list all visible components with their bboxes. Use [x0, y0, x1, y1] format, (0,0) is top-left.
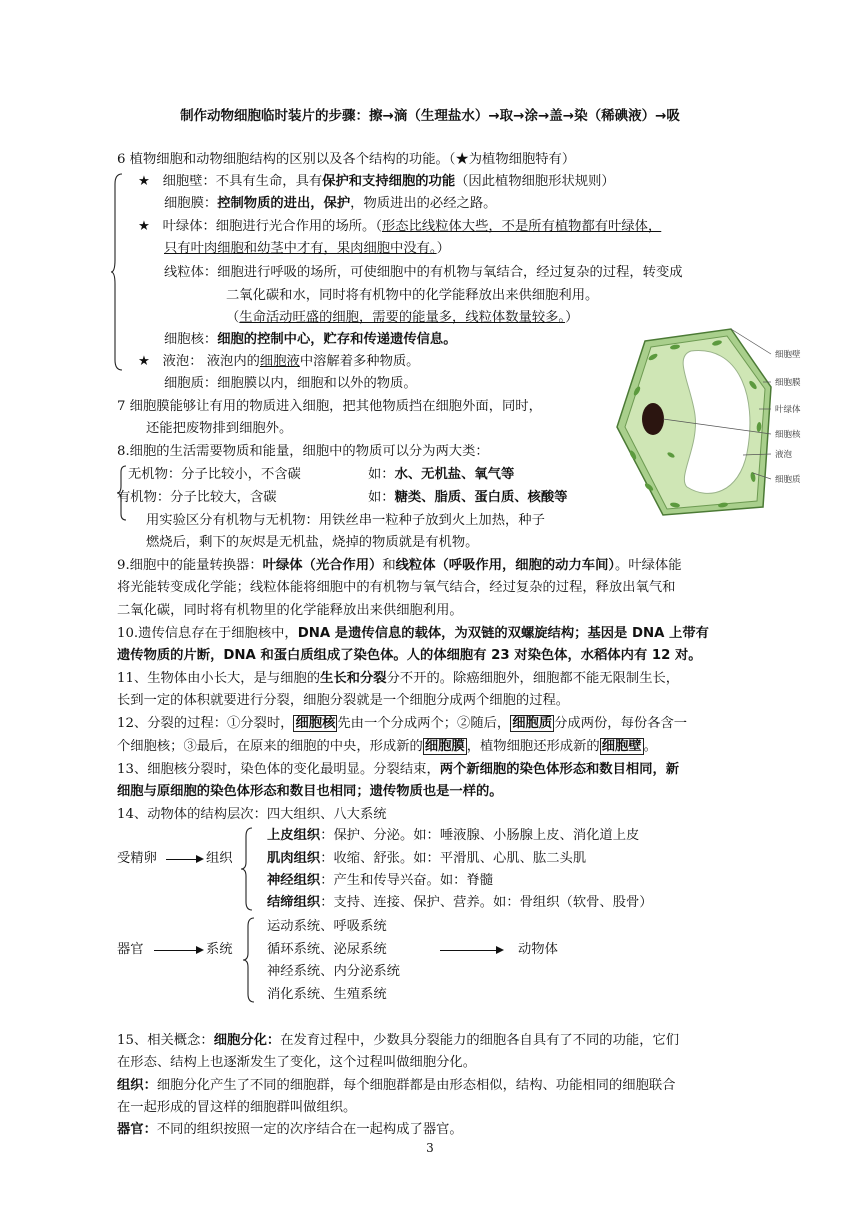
animal-body-label: 动物体 — [518, 942, 558, 957]
page-title: 制作动物细胞临时装片的步骤：擦→滴（生理盐水）→取→涂→盖→染（稀碘液）→吸 — [180, 108, 680, 124]
figure-label-vacuole: 液泡 — [775, 450, 793, 460]
cell-wall-line: ★ 细胞壁：不具有生命，具有保护和支持细胞的功能（因此植物细胞形状规则） — [138, 174, 615, 189]
plant-cell-diagram — [613, 327, 858, 517]
system-group-2: 循环系统、泌尿系统 — [267, 942, 387, 957]
mitochondria-line: 线粒体：细胞进行呼吸的场所，可使细胞中的有机物与氧结合，经过复杂的过程，转变成 — [164, 265, 683, 280]
experiment-line-1: 用实验区分有机物与无机物：用铁丝串一粒种子放到火上加热，种子 — [146, 513, 545, 528]
organic-line: 有机物：分子比较大，含碳 — [117, 490, 277, 505]
figure-label-chloroplast: 叶绿体 — [775, 405, 801, 415]
q14-heading: 14、动物体的结构层次：四大组织、八大系统 — [117, 807, 387, 822]
mitochondria-line-3: （生命活动旺盛的细胞，需要的能量多，线粒体数量较多。） — [226, 310, 579, 325]
q7-line-2: 还能把废物排到细胞外。 — [146, 421, 293, 436]
q6-heading: 6 植物细胞和动物细胞结构的区别以及各个结构的功能。（★为植物细胞特有） — [117, 152, 576, 167]
q7-line-1: 7 细胞膜能够让有用的物质进入细胞，把其他物质挡在细胞外面，同时， — [117, 399, 542, 414]
tissue-definition-line-2: 在一起形成的冒这样的细胞群叫做组织。 — [117, 1100, 357, 1115]
connective-tissue-line: 结缔组织：支持、连接、保护、营养。如：骨组织（软骨、股骨） — [267, 895, 653, 910]
q10-line-1: 10.遗传信息存在于细胞核中，DNA 是遗传信息的载体，为双链的双螺旋结构；基因是 DNA 上带有 — [117, 626, 709, 641]
experiment-line-2: 燃烧后，剩下的灰烬是无机盐，烧掉的物质就是有机物。 — [146, 535, 479, 550]
q12-line-1: 12、分裂的过程：①分裂时， 细胞核 先由一个分成两个；②随后， 细胞质 分成两份，每份各含一 — [117, 716, 688, 731]
q9-line-2: 将光能转变成化学能；线粒体能将细胞中的有机物与氧气结合，经过复杂的过程，释放出氧气和 — [117, 580, 676, 595]
system-label: 系统 — [206, 942, 233, 957]
q9-line-3: 二氧化碳，同时将有机物里的化学能释放出来供细胞利用。 — [117, 603, 463, 618]
nucleus-shape — [642, 403, 664, 435]
arrow-to-tissue — [166, 859, 202, 860]
q11-line-1: 11、生物体由小长大，是与细胞的生长和分裂分不开的。除癌细胞外，细胞都不能无限制生长， — [117, 671, 680, 686]
q9-line-1: 9.细胞中的能量转换器：叶绿体（光合作用）和线粒体（呼吸作用，细胞的动力车间）。叶绿体能 — [117, 558, 682, 573]
page-number: 3 — [426, 1141, 434, 1155]
q15-line-1: 15、相关概念：细胞分化：在发育过程中，少数具分裂能力的细胞各自具有了不同的功能，它们 — [117, 1033, 680, 1048]
figure-label-cytoplasm: 细胞质 — [775, 475, 801, 485]
muscle-tissue-line: 肌肉组织：收缩、舒张。如：平滑肌、心肌、肱二头肌 — [267, 851, 587, 866]
chloroplast-line: ★ 叶绿体：细胞进行光合作用的场所。（形态比线粒体大些，不是所有植物都有叶绿体， — [138, 219, 662, 234]
nucleus-line: 细胞核：细胞的控制中心，贮存和传递遗传信息。 — [164, 332, 457, 347]
arrow-to-animal — [440, 950, 502, 951]
tissue-definition-line-1: 组织：细胞分化产生了不同的细胞群，每个细胞群都是由形态相似，结构、功能相同的细胞联合 — [117, 1078, 676, 1093]
inorganic-line: 无机物：分子比较小，不含碳 — [128, 467, 301, 482]
star-icon: ★ — [138, 219, 150, 234]
star-icon: ★ — [138, 354, 150, 369]
chloroplast-line-2: 只有叶肉细胞和幼茎中才有，果肉细胞中没有。） — [164, 241, 450, 256]
system-group-1: 运动系统、呼吸系统 — [267, 919, 387, 934]
star-icon: ★ — [138, 174, 150, 189]
inorganic-examples: 如：水、无机盐、氧气等 — [368, 467, 515, 482]
organ-label: 器官 — [117, 942, 144, 957]
system-brace — [243, 916, 255, 1004]
organic-examples: 如：糖类、脂质、蛋白质、核酸等 — [368, 490, 568, 505]
epithelial-tissue-line: 上皮组织：保护、分泌。如：唾液腺、小肠腺上皮、消化道上皮 — [267, 828, 640, 843]
figure-label-cell-wall: 细胞壁 — [775, 350, 801, 360]
figure-label-cell-membrane: 细胞膜 — [775, 378, 801, 388]
q13-line-1: 13、细胞核分裂时，染色体的变化最明显。分裂结束，两个新细胞的染色体形态和数目相同，新 — [117, 762, 680, 777]
cytoplasm-line: 细胞质：细胞膜以内，细胞和以外的物质。 — [164, 376, 417, 391]
q12-line-2: 个细胞核；③最后，在原来的细胞的中央，形成新的 细胞膜 ，植物细胞还形成新的 细胞壁 。 — [117, 739, 657, 754]
tissue-label: 组织 — [206, 851, 233, 866]
tissue-brace — [241, 826, 253, 912]
fertilized-egg-label: 受精卵 — [117, 851, 157, 866]
q6-brace — [111, 172, 123, 372]
vacuole-line: ★ 液泡： 液泡内的细胞液中溶解着多种物质。 — [138, 354, 420, 369]
nerve-tissue-line: 神经组织：产生和传导兴奋。如：脊髓 — [267, 873, 494, 888]
organ-definition-line: 器官：不同的组织按照一定的次序结合在一起构成了器官。 — [117, 1122, 463, 1137]
system-group-4: 消化系统、生殖系统 — [267, 987, 387, 1002]
system-group-3: 神经系统、内分泌系统 — [267, 964, 400, 979]
arrow-to-system — [154, 950, 202, 951]
mitochondria-line-2: 二氧化碳和水，同时将有机物中的化学能释放出来供细胞利用。 — [226, 288, 599, 303]
q8-heading: 8.细胞的生活需要物质和能量，细胞中的物质可以分为两大类： — [117, 444, 489, 459]
q11-line-2: 长到一定的体积就要进行分裂，细胞分裂就是一个细胞分成两个细胞的过程。 — [117, 693, 570, 708]
q10-line-2: 遗传物质的片断，DNA 和蛋白质组成了染色体。人的体细胞有 23 对染色体，水稻体内有 12 对。 — [117, 648, 702, 663]
q15-line-2: 在形态、结构上也逐渐发生了变化，这个过程叫做细胞分化。 — [117, 1055, 477, 1070]
q13-line-2: 细胞与原细胞的染色体形态和数目也相同；遗传物质也是一样的。 — [117, 784, 503, 799]
cell-membrane-line: 细胞膜：控制物质的进出，保护，物质进出的必经之路。 — [164, 196, 497, 211]
figure-label-nucleus: 细胞核 — [775, 430, 801, 440]
